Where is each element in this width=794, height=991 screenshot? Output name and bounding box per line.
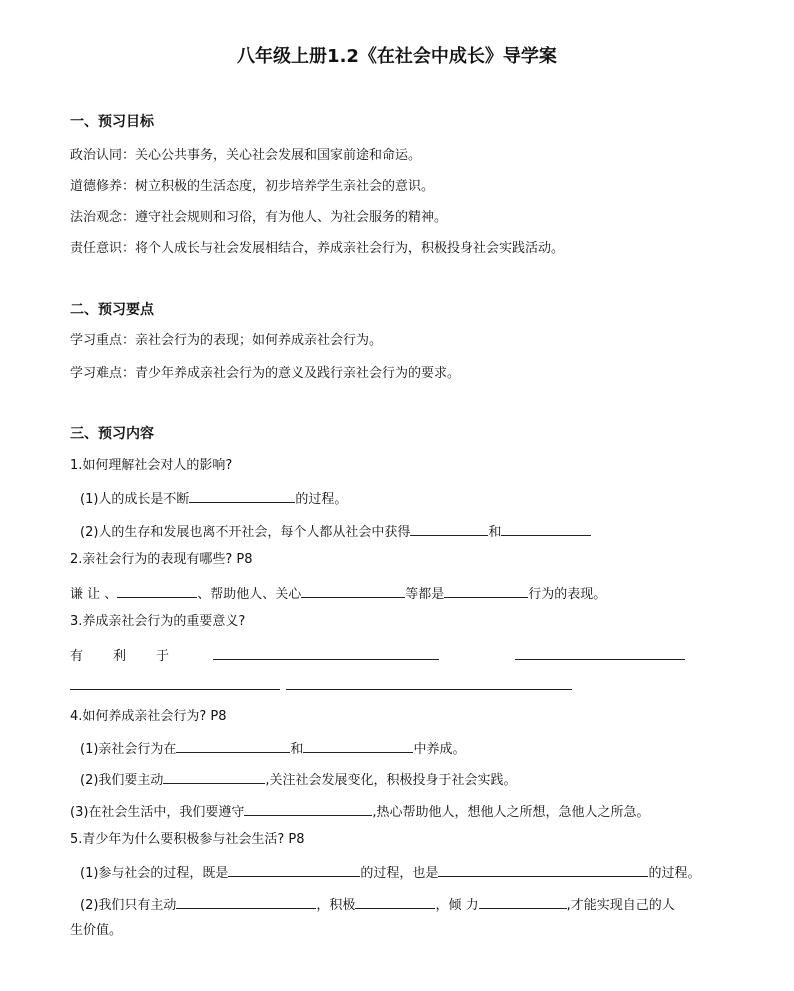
q4b-pre: (2)我们要主动 (80, 773, 164, 788)
fill-blank[interactable] (438, 863, 648, 877)
question-3-answer-line-1 (70, 646, 685, 666)
question-2: 2.亲社会行为的表现有哪些? P8 (70, 552, 253, 567)
q3a-char-3: 于 (156, 649, 170, 664)
q5b-pre: (2)我们只有主动 (80, 898, 177, 913)
fill-blank[interactable] (70, 676, 280, 690)
q5a-pre: (1)参与社会的过程，既是 (80, 866, 229, 881)
question-3-answer-line-2 (70, 676, 572, 696)
objective-law: 法治观念：遵守社会规则和习俗，有为他人、为社会服务的精神。 (70, 210, 448, 225)
fill-blank[interactable] (355, 895, 435, 909)
fill-blank[interactable] (244, 802, 372, 816)
fill-blank[interactable] (163, 770, 265, 784)
q3a-char-2: 利 (113, 649, 127, 664)
fill-blank[interactable] (117, 584, 197, 598)
fill-blank[interactable] (213, 646, 439, 660)
question-5: 5.青少年为什么要积极参与社会生活? P8 (70, 832, 305, 847)
objective-political: 政治认同：关心公共事务，关心社会发展和国家前途和命运。 (70, 148, 422, 163)
question-5-item-1 (80, 863, 700, 883)
q4a-pre: (1)亲社会行为在 (80, 742, 177, 757)
q5a-mid: 的过程，也是 (360, 866, 439, 881)
q5a-post: 的过程。 (648, 866, 701, 881)
q2a-part-3: 等都是 (405, 587, 445, 602)
fill-blank[interactable] (501, 522, 591, 536)
section-heading-objectives: 一、预习目标 (70, 114, 154, 130)
q5b-mid-1: ，积极 (316, 898, 356, 913)
q2a-part-4: 行为的表现。 (528, 587, 607, 602)
fill-blank[interactable] (176, 895, 316, 909)
q2a-part-2: 、帮助他人、关心 (197, 587, 302, 602)
section-heading-content: 三、预习内容 (70, 426, 154, 442)
question-4: 4.如何养成亲社会行为? P8 (70, 709, 227, 724)
question-3: 3.养成亲社会行为的重要意义? (70, 614, 246, 629)
q4c-pre: (3)在社会生活中，我们要遵守 (70, 805, 245, 820)
fill-blank[interactable] (410, 522, 488, 536)
q4a-mid: 和 (290, 742, 304, 757)
question-5-item-2 (80, 895, 675, 915)
q4a-post: 中养成。 (413, 742, 466, 757)
page-title: 八年级上册1.2《在社会中成长》导学案 (237, 46, 557, 67)
fill-blank[interactable] (301, 584, 405, 598)
question-4-item-2 (80, 770, 517, 790)
fill-blank[interactable] (479, 895, 567, 909)
objective-moral: 道德修养：树立积极的生活态度，初步培养学生亲社会的意识。 (70, 179, 435, 194)
keypoint-difficulty: 学习难点：青少年养成亲社会行为的意义及践行亲社会行为的要求。 (70, 366, 461, 381)
question-1-item-2 (80, 522, 591, 542)
fill-blank[interactable] (228, 863, 360, 877)
q1b-pre: (2)人的生存和发展也离不开社会，每个人都从社会中获得 (80, 525, 411, 540)
q2a-part-1: 谦 让 、 (70, 587, 118, 602)
q5b-mid-2: ，倾 力 (435, 898, 479, 913)
fill-blank[interactable] (515, 646, 685, 660)
fill-blank[interactable] (303, 739, 413, 753)
fill-blank[interactable] (189, 489, 295, 503)
fill-blank[interactable] (444, 584, 528, 598)
question-1: 1.如何理解社会对人的影响? (70, 458, 233, 473)
keypoint-focus: 学习重点：亲社会行为的表现；如何养成亲社会行为。 (70, 333, 383, 348)
question-1-item-1 (80, 489, 347, 509)
q4b-post: ,关注社会发展变化，积极投身于社会实践。 (265, 773, 517, 788)
q3a-char-1: 有 (70, 649, 84, 664)
question-4-item-3 (70, 802, 650, 822)
fill-blank[interactable] (176, 739, 290, 753)
fill-blank[interactable] (286, 676, 572, 690)
section-heading-keypoints: 二、预习要点 (70, 302, 154, 318)
q1a-pre: (1)人的成长是不断 (80, 492, 190, 507)
question-4-item-1 (80, 739, 465, 759)
q4c-post: ,热心帮助他人，想他人之所想，急他人之所急。 (372, 805, 650, 820)
q1b-mid: 和 (488, 525, 502, 540)
objective-responsibility: 责任意识：将个人成长与社会发展相结合，养成亲社会行为，积极投身社会实践活动。 (70, 241, 565, 256)
q1a-post: 的过程。 (295, 492, 348, 507)
q5b-post: ,才能实现自己的人 (566, 898, 675, 913)
question-5-item-2-continued: 生价值。 (70, 923, 123, 938)
question-2-answer (70, 584, 606, 604)
